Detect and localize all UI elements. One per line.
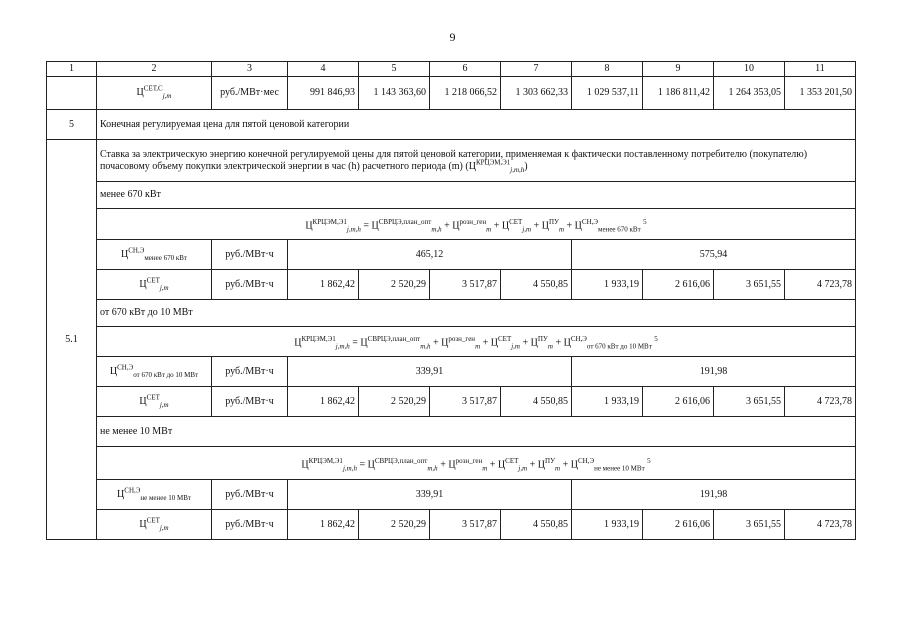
- value-cell: 3 651,55: [714, 270, 785, 300]
- col-header: 1: [47, 62, 97, 77]
- formula: $Ц^{КРЦЭМ,Э1}_{j,m,h} = Ц^{СВРЦЭ,план\_опт}_{m,h} + Ц^{розн\_ген}_m + Ц^{СЕТ}_{j,m} + Ц^{ПУ}_m + Ц^{СН,Э}_{не менее 10 МВт}$ $^5$: [97, 447, 856, 480]
- table-row: [47, 387, 856, 417]
- section-description: Ставка за электрическую энергию конечной регулируемой цены для пятой ценовой категории, применяемая к фактически поставленному потребителю (покупателю) почасовому объему покупки электрической энергии в час (h) расчетного периода (m) $(Ц^{КРЦЭМ,Э1}_{j,m,h})$: [97, 140, 856, 182]
- value-cell: 1 862,42: [288, 387, 359, 417]
- value-cell: 1 862,42: [288, 510, 359, 540]
- value-cell: 4 723,78: [785, 387, 856, 417]
- col-header: 4: [288, 62, 359, 77]
- value-cell: 4 550,85: [501, 387, 572, 417]
- section-row: [47, 110, 856, 140]
- value-cell: 2 520,29: [359, 387, 430, 417]
- value-cell: 2 520,29: [359, 270, 430, 300]
- value-cell: 3 651,55: [714, 510, 785, 540]
- footnote-mark: 5: [654, 335, 658, 344]
- group-label-row: [47, 300, 856, 327]
- value-cell: 575,94: [572, 240, 856, 270]
- group-label: от 670 кВт до 10 МВт: [97, 300, 856, 327]
- value-cell: 1 186 811,42: [643, 77, 714, 110]
- section-title: Конечная регулируемая цена для пятой ценовой категории: [97, 110, 856, 140]
- table-row: [47, 357, 856, 387]
- unit-cell: руб./МВт·ч: [212, 510, 288, 540]
- value-cell: 191,98: [572, 480, 856, 510]
- header-row: [47, 62, 856, 77]
- formula: $Ц^{КРЦЭМ,Э1}_{j,m,h} = Ц^{СВРЦЭ,план\_опт}_{m,h} + Ц^{розн\_ген}_m + Ц^{СЕТ}_{j,m} + Ц^{ПУ}_m + Ц^{СН,Э}_{менее 670 кВт}$ $^5$: [97, 209, 856, 240]
- table-row: [47, 77, 856, 110]
- description-row: [47, 140, 856, 182]
- col-header: 11: [785, 62, 856, 77]
- group-label-row: [47, 417, 856, 447]
- value-cell: 2 616,06: [643, 510, 714, 540]
- value-cell: 3 651,55: [714, 387, 785, 417]
- value-cell: 2 616,06: [643, 387, 714, 417]
- col-header: 3: [212, 62, 288, 77]
- col-header: 5: [359, 62, 430, 77]
- value-cell: 1 303 662,33: [501, 77, 572, 110]
- col-header: 10: [714, 62, 785, 77]
- col-header: 7: [501, 62, 572, 77]
- value-cell: 1 218 066,52: [430, 77, 501, 110]
- value-cell: 1 143 363,60: [359, 77, 430, 110]
- symbol-cell: $Ц^{СЕТ,С}_{j,m}$: [97, 77, 212, 110]
- table-row: [47, 240, 856, 270]
- symbol-cell: $Ц^{СЕТ}_{j,m}$: [97, 387, 212, 417]
- symbol-cell: $Ц^{СН,Э}_{менее 670 кВт}$: [97, 240, 212, 270]
- value-cell: 1 264 353,05: [714, 77, 785, 110]
- value-cell: 4 550,85: [501, 510, 572, 540]
- symbol-cell: $Ц^{СЕТ}_{j,m}$: [97, 270, 212, 300]
- col-header: 2: [97, 62, 212, 77]
- table-row: [47, 480, 856, 510]
- symbol-cell: $Ц^{СЕТ}_{j,m}$: [97, 510, 212, 540]
- value-cell: 3 517,87: [430, 510, 501, 540]
- value-cell: 1 933,19: [572, 510, 643, 540]
- value-cell: 4 723,78: [785, 270, 856, 300]
- value-cell: 339,91: [288, 357, 572, 387]
- value-cell: 191,98: [572, 357, 856, 387]
- value-cell: 3 517,87: [430, 270, 501, 300]
- value-cell: 4 550,85: [501, 270, 572, 300]
- col-header: 6: [430, 62, 501, 77]
- formula-row: [47, 447, 856, 480]
- footnote-mark: 5: [647, 456, 651, 465]
- page-number: 9: [449, 30, 456, 44]
- unit-cell: руб./МВт·ч: [212, 480, 288, 510]
- unit-cell: руб./МВт·ч: [212, 240, 288, 270]
- value-cell: 1 353 201,50: [785, 77, 856, 110]
- value-cell: 465,12: [288, 240, 572, 270]
- value-cell: 4 723,78: [785, 510, 856, 540]
- value-cell: 1 862,42: [288, 270, 359, 300]
- formula-row: [47, 209, 856, 240]
- value-cell: 1 933,19: [572, 387, 643, 417]
- formula-row: [47, 327, 856, 357]
- value-cell: 991 846,93: [288, 77, 359, 110]
- col-header: 9: [643, 62, 714, 77]
- value-cell: 2 616,06: [643, 270, 714, 300]
- footnote-mark: 5: [643, 217, 647, 226]
- group-label: менее 670 кВт: [97, 182, 856, 209]
- unit-cell: руб./МВт·ч: [212, 357, 288, 387]
- col-header: 8: [572, 62, 643, 77]
- symbol-cell: $Ц^{СН,Э}_{от 670 кВт до 10 МВт}$: [97, 357, 212, 387]
- unit-cell: руб./МВт·мес: [212, 77, 288, 110]
- formula: $Ц^{КРЦЭМ,Э1}_{j,m,h} = Ц^{СВРЦЭ,план\_опт}_{m,h} + Ц^{розн\_ген}_m + Ц^{СЕТ}_{j,m} + Ц^{ПУ}_m + Ц^{СН,Э}_{от 670 кВт до 10 МВт}$ $^5$: [97, 327, 856, 357]
- value-cell: 2 520,29: [359, 510, 430, 540]
- group-label-row: [47, 182, 856, 209]
- table-row: [47, 270, 856, 300]
- unit-cell: руб./МВт·ч: [212, 387, 288, 417]
- symbol-cell: $Ц^{СН,Э}_{не менее 10 МВт}$: [97, 480, 212, 510]
- unit-cell: руб./МВт·ч: [212, 270, 288, 300]
- tariff-table: [46, 61, 856, 540]
- value-cell: 3 517,87: [430, 387, 501, 417]
- section-number: 5: [47, 110, 97, 140]
- group-label: не менее 10 МВт: [97, 417, 856, 447]
- value-cell: 339,91: [288, 480, 572, 510]
- table-row: [47, 510, 856, 540]
- section-number: 5.1: [47, 140, 97, 540]
- value-cell: 1 029 537,11: [572, 77, 643, 110]
- value-cell: 1 933,19: [572, 270, 643, 300]
